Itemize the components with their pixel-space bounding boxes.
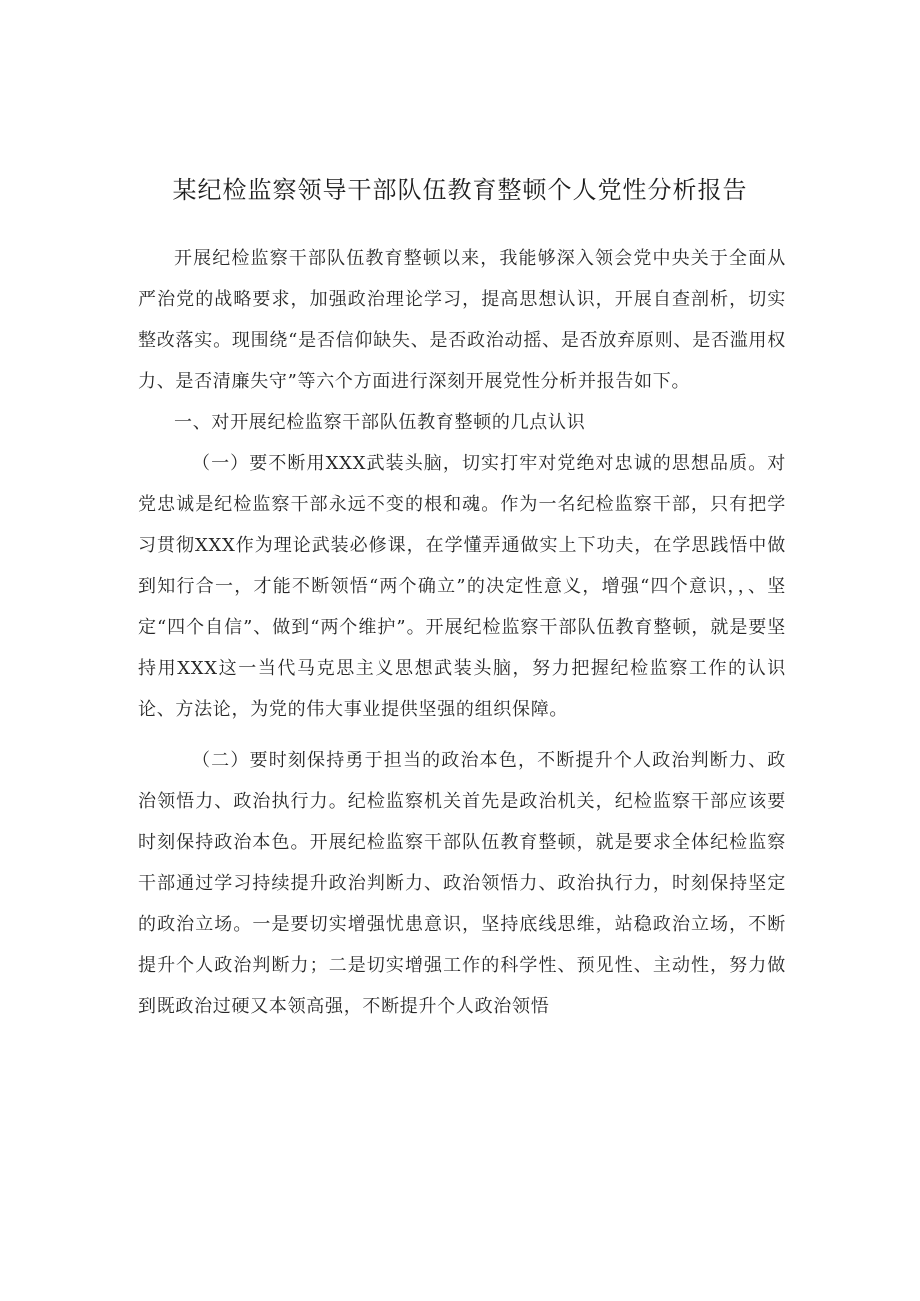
paragraph-point-2: （二）要时刻保持勇于担当的政治本色，不断提升个人政治判断力、政治领悟力、政治执行力。纪检监察机关首先是政治机关，纪检监察干部应该要时刻保持政治本色。开展纪检监察干部队伍教育整顿，就是要求全体纪检监察干部通过学习持续提升政治判断力、政治领悟力、政治执行力，时刻保持坚定的政治立场。一是要切实增强忧患意识，坚持底线思维，站稳政治立场，不断提升个人政治判断力；二是切实增强工作的科学性、预见性、主动性，努力做到既政治过硬又本领高强，不断提升个人政治领悟 <box>138 750 786 1017</box>
paragraph-point-1: （一）要不断用XXX武装头脑，切实打牢对党绝对忠诚的思想品质。对党忠诚是纪检监察干部永远不变的根和魂。作为一名纪检监察干部，只有把学习贯彻XXX作为理论武装必修课，在学懂弄通做实上下功夫，在学思践悟中做到知行合一，才能不断领悟“两个确立”的决定性意义，增强“四个意识，，、坚定“四个自信”、做到“两个维护”。开展纪检监察干部队伍教育整顿，就是要坚持用XXX这一当代马克思主义思想武装头脑，努力把握纪检监察工作的认识论、方法论，为党的伟大事业提供坚强的组织保障。 <box>138 453 786 720</box>
document-body <box>138 238 786 1027</box>
section-heading: 一、对开展纪检监察干部队伍教育整顿的几点认识 <box>174 412 586 433</box>
paragraph-gap <box>138 730 786 740</box>
document-title: 某纪检监察领导干部队伍教育整顿个人党性分析报告 <box>172 176 748 204</box>
intro-paragraph: 开展纪检监察干部队伍教育整顿以来，我能够深入领会党中央关于全面从严治党的战略要求，加强政治理论学习，提高思想认识，开展自查剖析，切实整改落实。现围绕“是否信仰缺失、是否政治动摇、是否放弃原则、是否滥用权力、是否清廉失守”等六个方面进行深刻开展党性分析并报告如下。 <box>138 248 786 392</box>
